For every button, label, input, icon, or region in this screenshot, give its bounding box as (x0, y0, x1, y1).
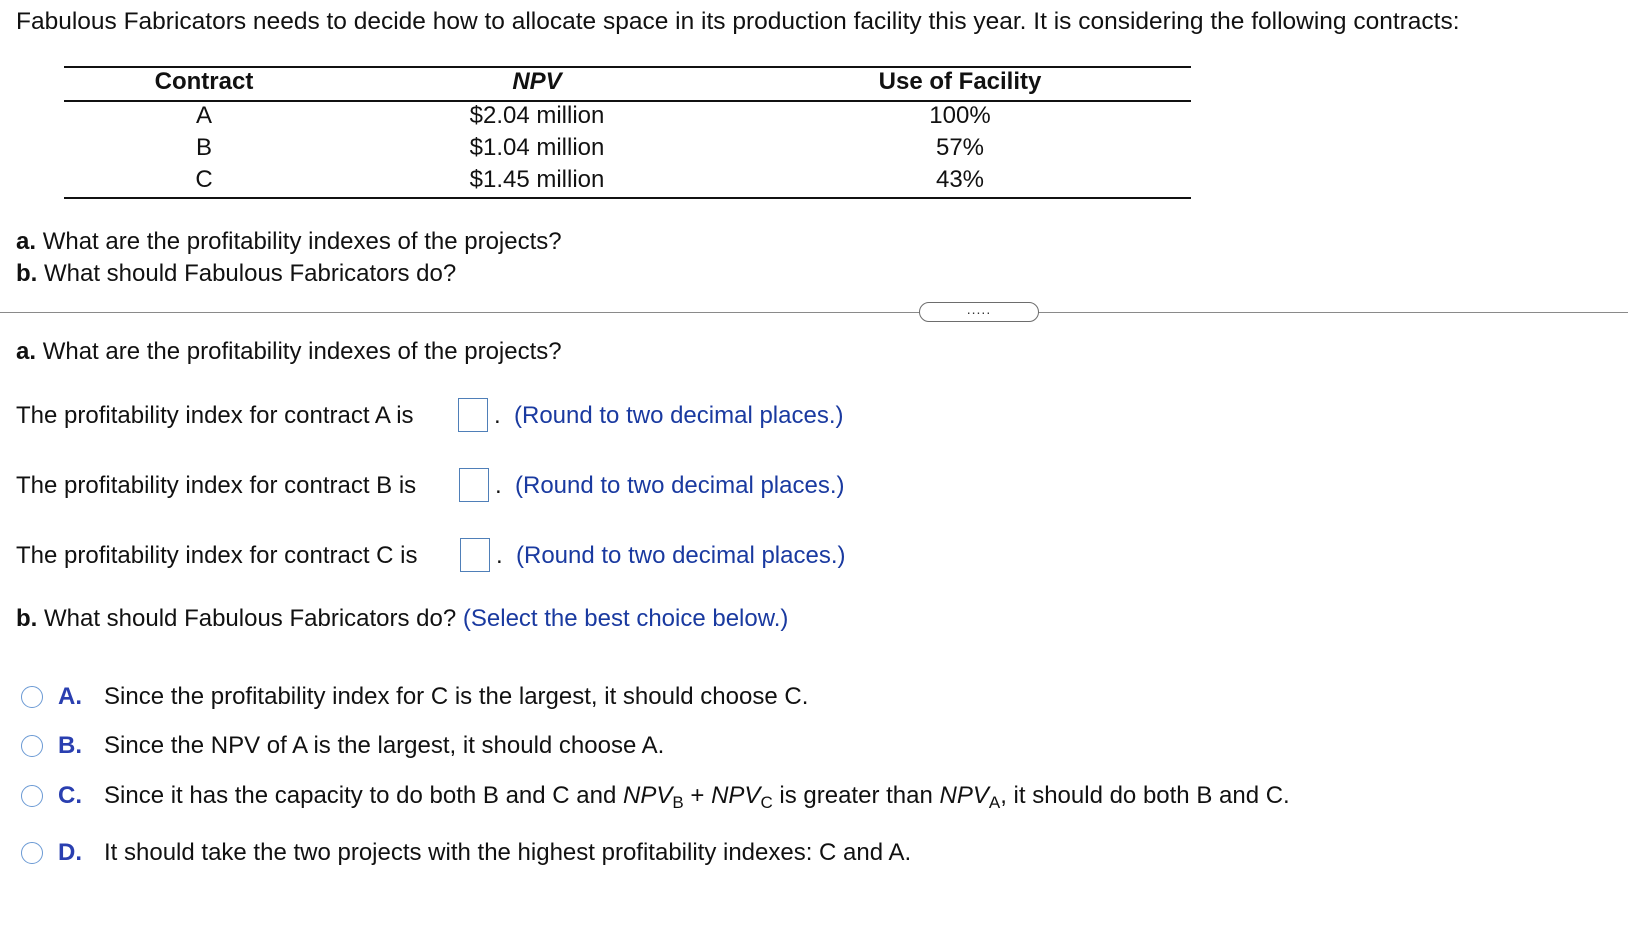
npv-b: $NPV_B$ (623, 782, 684, 812)
pi-prompt-a: The profitability index for contract A is (16, 402, 414, 429)
choice-c-text-2: is greater than (779, 782, 933, 809)
header-use-of-facility: Use of Facility (878, 68, 1042, 95)
pi-prompt-b: The profitability index for contract B is (16, 472, 417, 499)
cell-contract: A (195, 102, 212, 129)
pi-prompt-c: The profitability index for contract C is (16, 542, 418, 569)
part-b-text: What should Fabulous Fabricators do? (44, 605, 457, 632)
part-a-label: a. (16, 338, 37, 365)
part-a-heading (16, 338, 562, 366)
choice-text-a: Since the profitability index for C is the largest, it should choose C. (104, 683, 809, 710)
choice-letter-d: D. (58, 839, 82, 866)
choice-letter-b: B. (58, 732, 82, 759)
radio-b[interactable] (21, 735, 43, 757)
cell-npv: $2.04 million (469, 102, 605, 129)
round-hint: (Round to two decimal places.) (514, 402, 844, 429)
cell-npv: $1.04 million (469, 134, 605, 161)
section-divider (0, 312, 1628, 313)
round-hint: (Round to two decimal places.) (516, 542, 846, 569)
choice-text-b: Since the NPV of A is the largest, it should choose A. (104, 732, 665, 759)
cell-use: 43% (935, 166, 985, 193)
pi-input-b[interactable] (459, 468, 489, 502)
cell-contract: B (195, 134, 212, 161)
choice-text-d: It should take the two projects with the highest profitability indexes: C and A. (104, 839, 912, 866)
npv-a: $NPV_A$ (939, 782, 1001, 812)
choice-letter-a: A. (58, 683, 82, 710)
pi-input-c[interactable] (460, 538, 490, 572)
period: . (495, 472, 502, 499)
pi-input-a[interactable] (458, 398, 488, 432)
question-a-label: a. (16, 228, 37, 255)
question-b-label: b. (16, 260, 38, 287)
period: . (494, 402, 501, 429)
part-b-heading (16, 605, 788, 633)
choice-c-text-1: Since it has the capacity to do both B and C and (104, 782, 617, 809)
header-npv: NPV (512, 68, 562, 95)
question-a-text: What are the profitability indexes of the projects? (42, 228, 562, 255)
header-contract: Contract (154, 68, 254, 95)
part-b-hint: (Select the best choice below.) (462, 605, 789, 632)
period: . (496, 542, 503, 569)
question-b-text: What should Fabulous Fabricators do? (44, 260, 457, 287)
cell-npv: $1.45 million (469, 166, 605, 193)
part-a-text: What are the profitability indexes of the projects? (42, 338, 562, 365)
expand-more-button[interactable]: ..... (919, 302, 1039, 322)
radio-a[interactable] (21, 686, 43, 708)
table-bottom-rule (64, 197, 1191, 199)
choice-c-text-3: , it should do both B and C. (1000, 782, 1290, 809)
round-hint: (Round to two decimal places.) (515, 472, 845, 499)
question-a (16, 228, 562, 256)
plus-sign: + (690, 782, 705, 809)
npv-c: $NPV_C$ (711, 782, 773, 812)
part-b-label: b. (16, 605, 38, 632)
choice-text-c (104, 782, 1290, 813)
radio-c[interactable] (21, 785, 43, 807)
question-b (16, 260, 456, 288)
cell-use: 57% (935, 134, 985, 161)
cell-use: 100% (929, 102, 991, 129)
radio-d[interactable] (21, 842, 43, 864)
cell-contract: C (195, 166, 213, 193)
problem-intro: Fabulous Fabricators needs to decide how to allocate space in its production facility this year. It is considering the following contracts: (16, 8, 1460, 35)
choice-letter-c: C. (58, 782, 82, 809)
